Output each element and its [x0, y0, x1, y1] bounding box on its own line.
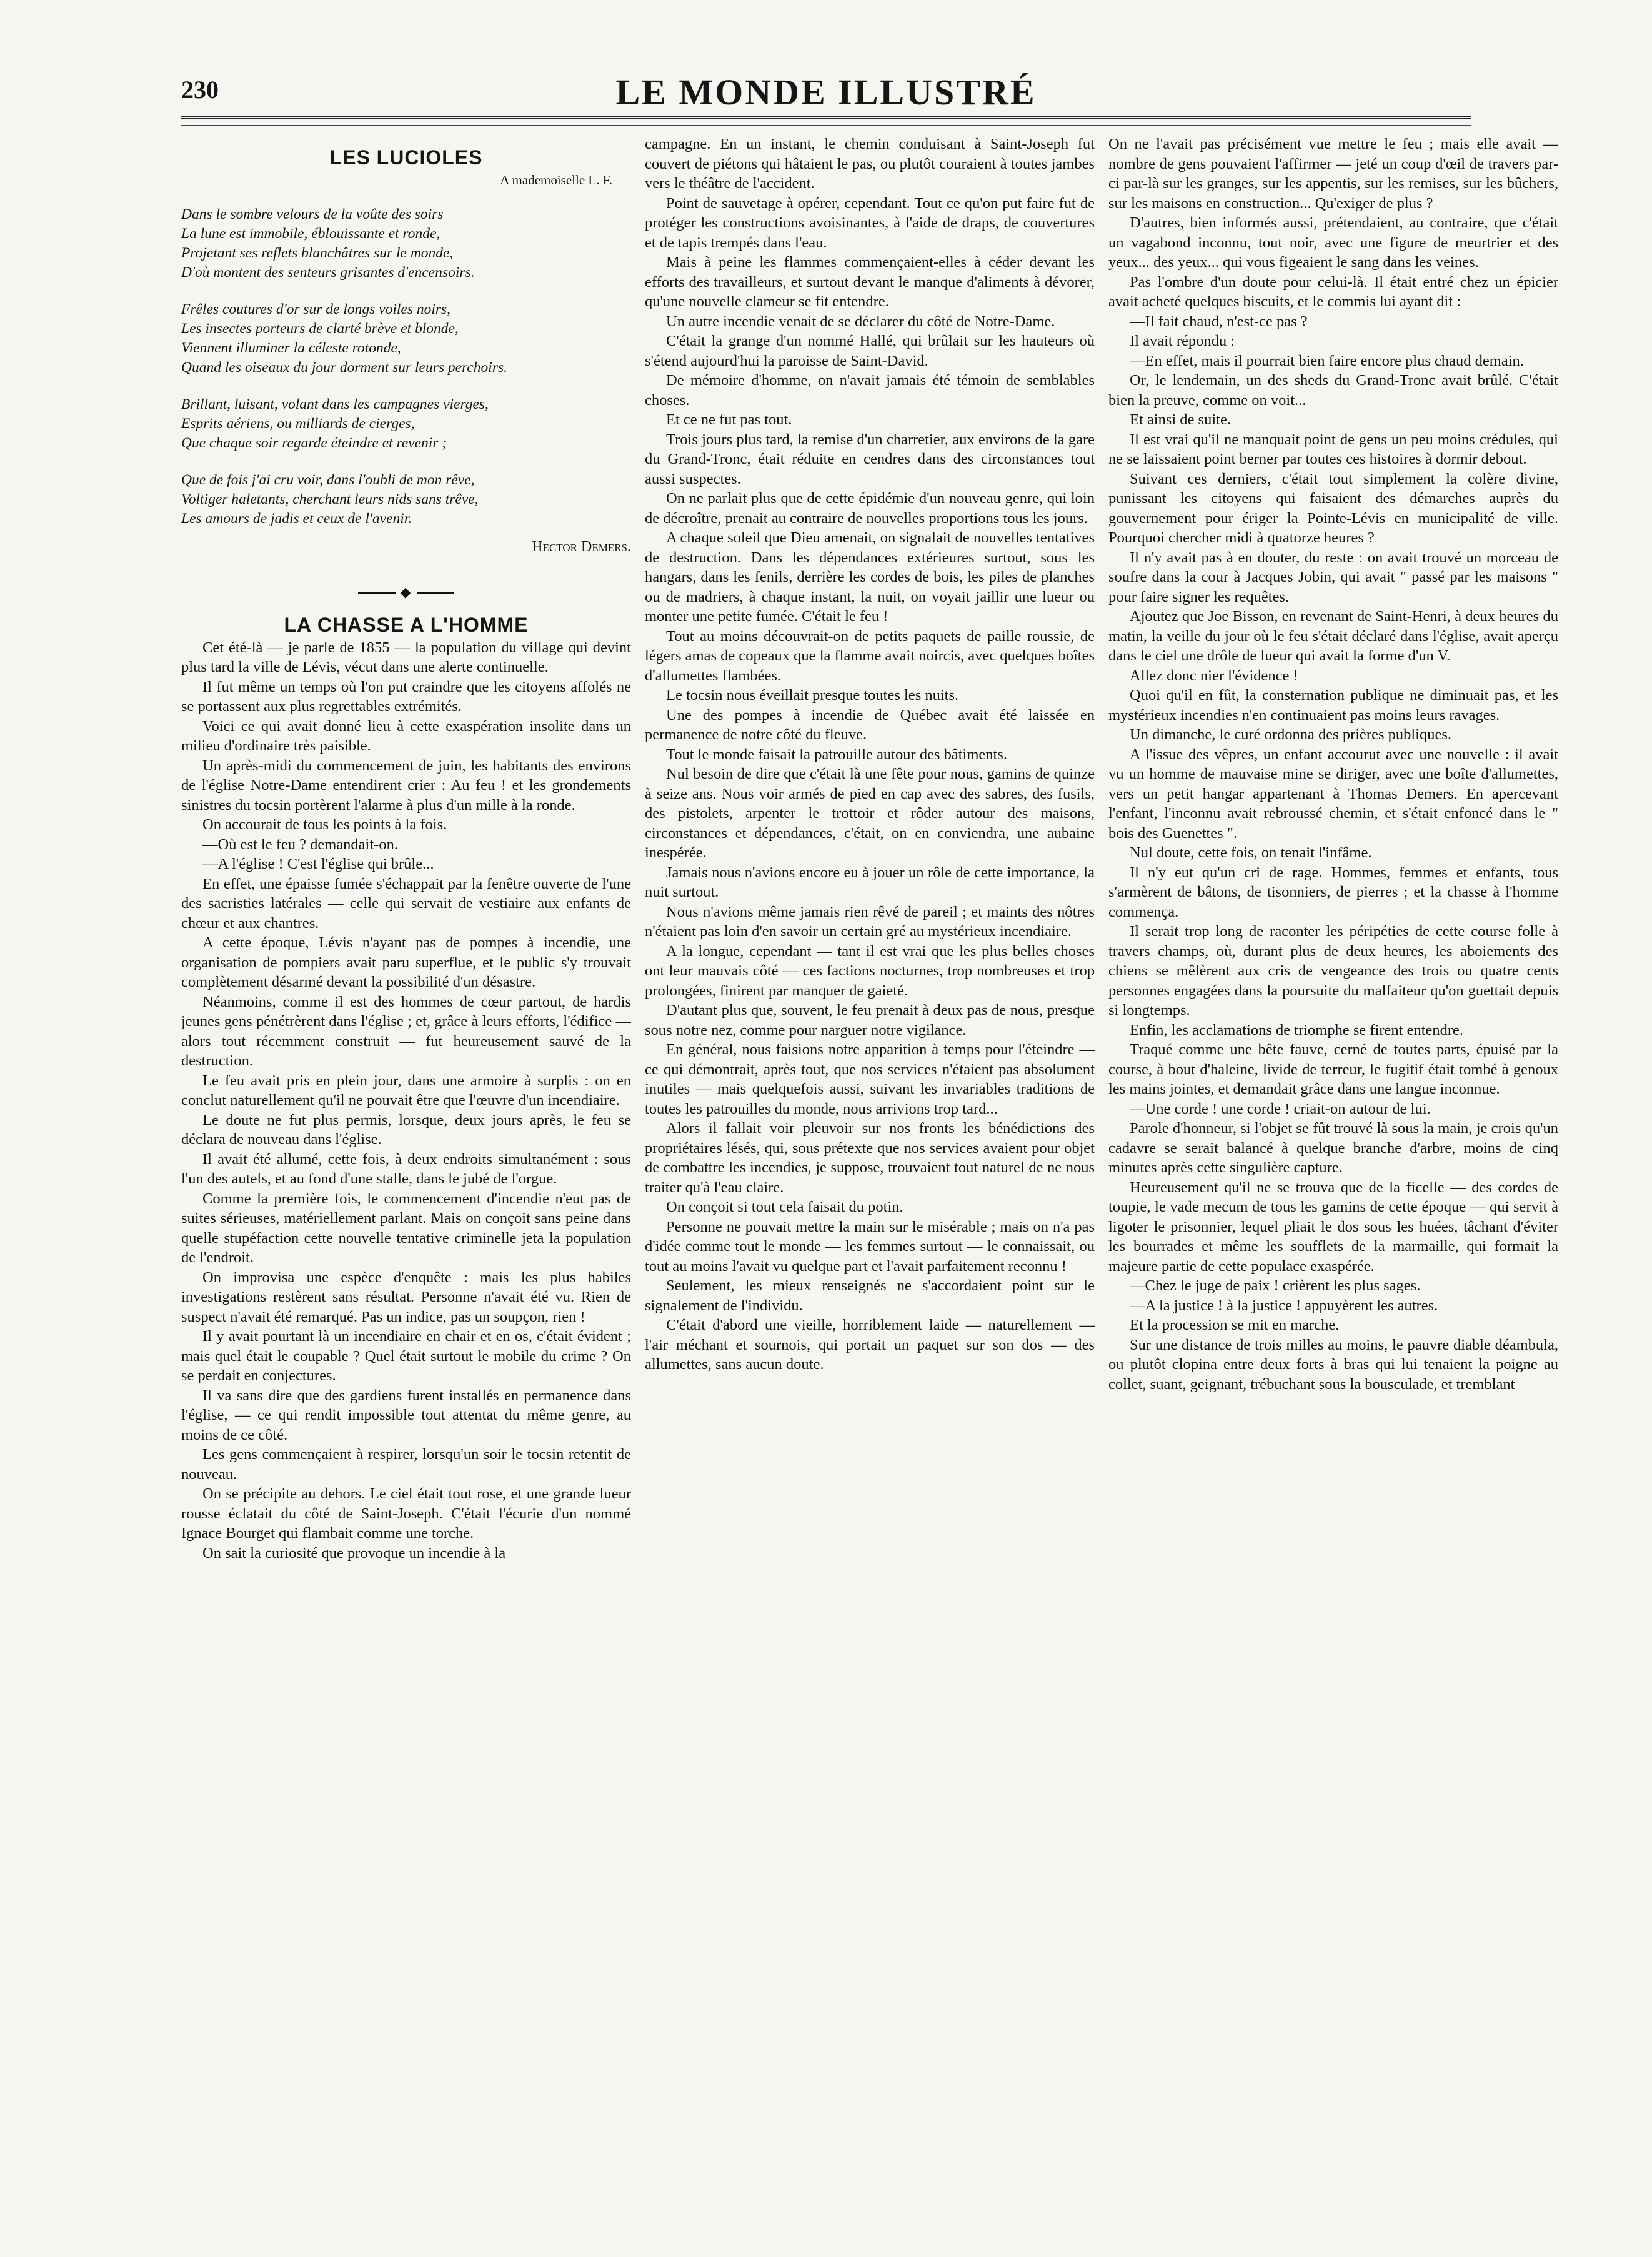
paragraph: De mémoire d'homme, on n'avait jamais été témoin de semblables choses. [645, 372, 1095, 409]
poem-title: LES LUCIOLES [329, 146, 483, 169]
paragraph: Le doute ne fut plus permis, lorsque, deux jours après, le feu se déclara de nouveau dans l'église. [181, 1111, 631, 1148]
paragraph: Parole d'honneur, si l'objet se fût trouvé là sous la main, je crois qu'un cadavre se serait balancé à quelque branche d'arbre, moins de cinq minutes après cette singulière capture. [1108, 1120, 1558, 1176]
poem-line: Que chaque soir regarde éteindre et revenir ; [181, 435, 447, 451]
paragraph: Et la procession se mit en marche. [1130, 1317, 1340, 1333]
paragraph: En effet, une épaisse fumée s'échappait par la fenêtre ouverte de l'une des sacristies latérales — celle qui servait de vestiaire aux enfants de chœur et aux chantres. [181, 875, 631, 932]
paragraph: —Une corde ! une corde ! criait-on autour de lui. [1130, 1100, 1431, 1117]
section-ornament: ◆ [181, 582, 631, 602]
paragraph: Point de sauvetage à opérer, cependant. Tout ce qu'on put faire fut de protéger les constructions avoisinantes, à l'aide de draps, de couvertures et de tapis trempés dans l'eau. [645, 194, 1095, 251]
paragraph: A la longue, cependant — tant il est vrai que les plus belles choses ont leur mauvais côté — ces factions nocturnes, trop nombreuses et trop prolongées, finirent par manquer de gaieté. [645, 942, 1095, 999]
poem-line: Les amours de jadis et ceux de l'avenir. [181, 511, 412, 527]
masthead-title: LE MONDE ILLUSTRÉ [615, 72, 1037, 112]
paragraph: A chaque soleil que Dieu amenait, on signalait de nouvelles tentatives de destruction. Dans les dépendances extérieures surtout, sous les hangars, dans les fenils, derrière les cordes de bois, les piles de planches ou de madriers, à chaque instant, la nuit, on voyait jaillir une lueur ou monter une petite fumée. C'était le feu ! [645, 529, 1095, 625]
paragraph: Sur une distance de trois milles au moins, le pauvre diable déambula, ou plutôt clopina entre deux forts à bras qui lui tenaient la poigne au collet, suant, geignant, trébuchant sous la bousculade, et tremblant [1108, 1336, 1558, 1393]
paragraph: Comme la première fois, le commencement d'incendie n'eut pas de suites sérieuses, matériellement parlant. Mais on conçoit sans peine dans quelle stupéfaction cette nouvelle tentative criminelle jeta la population de l'endroit. [181, 1190, 631, 1266]
paragraph: Jamais nous n'avions encore eu à jouer un rôle de cette importance, la nuit surtout. [645, 864, 1095, 900]
article-text-column-1 [181, 638, 631, 1563]
poem-stanza [181, 471, 631, 529]
paragraph: Seulement, les mieux renseignés ne s'accordaient point sur le signalement de l'individu. [645, 1277, 1095, 1314]
poem-line: La lune est immobile, éblouissante et ronde, [181, 226, 440, 242]
paragraph: Et ainsi de suite. [1130, 411, 1231, 428]
poem-line: Que de fois j'ai cru voir, dans l'oubli de mon rêve, [181, 472, 475, 488]
poem-line: Brillant, luisant, volant dans les campagnes vierges, [181, 396, 489, 412]
paragraph: C'était d'abord une vieille, horriblement laide — naturellement — l'air méchant et sournois, qui portait un paquet sur son dos — des allumettes, sans aucun doute. [645, 1317, 1095, 1373]
paragraph: Un autre incendie venait de se déclarer du côté de Notre-Dame. [666, 312, 1055, 330]
paragraph: D'autres, bien informés aussi, prétendaient, au contraire, que c'était un vagabond inconnu, tout noir, avec une figure de meurtrier et des yeux... des yeux... qui vous figeaient le sang dans les veines. [1108, 214, 1558, 271]
paragraph: Il n'y avait pas à en douter, du reste : on avait trouvé un morceau de soufre dans la cour à Jacques Jobin, qui avait " passé par les maisons " pour faire signer les requêtes. [1108, 549, 1558, 605]
paragraph: A l'issue des vêpres, un enfant accourut avec une nouvelle : il avait vu un homme de mauvaise mine se diriger, avec une boîte d'allumettes, vers un petit hangar appartenant à Thomas Demers. En apercevant l'enfant, l'inconnu avait rebroussé chemin, et s'était enfoncé dans le " bois des Guenettes ". [1108, 745, 1558, 842]
paragraph: Voici ce qui avait donné lieu à cette exaspération insolite dans un milieu d'ordinaire très paisible. [181, 717, 631, 754]
poem-stanza [181, 205, 631, 282]
header-rule [181, 116, 1471, 119]
article-text-column-3 [1108, 134, 1558, 1394]
poem-line: Voltiger haletants, cherchant leurs nids sans trêve, [181, 491, 479, 507]
paragraph: Une des pompes à incendie de Québec avait été laissée en permanence de notre côté du fleuve. [645, 706, 1095, 743]
poem-line: D'où montent des senteurs grisantes d'encensoirs. [181, 264, 475, 281]
paragraph: Or, le lendemain, un des sheds du Grand-Tronc avait brûlé. C'était bien la preuve, comme on voit... [1108, 372, 1558, 409]
paragraph: Trois jours plus tard, la remise d'un charretier, aux environs de la gare du Grand-Tronc, était réduite en cendres dans des circonstances tout aussi suspectes. [645, 431, 1095, 487]
column-2 [645, 134, 1095, 2031]
poem-author: Hector Demers. [532, 539, 631, 555]
column-3 [1108, 134, 1558, 2031]
paragraph: Et ce ne fut pas tout. [666, 411, 792, 428]
paragraph: Personne ne pouvait mettre la main sur le misérable ; mais on n'a pas d'idée comme tout le monde — les femmes surtout — le connaissait, ou tout au moins l'avait vu quelque part et l'avait parfaitement reconnu ! [645, 1218, 1095, 1275]
paragraph: Il serait trop long de raconter les péripéties de cette course folle à travers champs, où, durant plus de deux heures, les aboiements des chiens se mêlèrent aux cris de vengeance des trois ou quatre cents personnes engagées dans la poursuite du malfaiteur qu'on guettait depuis si longtemps. [1108, 923, 1558, 1019]
poem-line: Quand les oiseaux du jour dorment sur leurs perchoirs. [181, 359, 507, 376]
poem-line: Projetant ses reflets blanchâtres sur le monde, [181, 245, 454, 261]
paragraph: —Où est le feu ? demandait-on. [202, 835, 398, 853]
paragraph: Cet été-là — je parle de 1855 — la population du village qui devint plus tard la ville de Lévis, vécut dans une alerte continuelle. [181, 639, 631, 675]
paragraph: D'autant plus que, souvent, le feu prenait à deux pas de nous, presque sous notre nez, comme pour narguer notre vigilance. [645, 1002, 1095, 1039]
paragraph: Tout au moins découvrait-on de petits paquets de paille roussie, de légers amas de copeaux que la flamme avait noircis, avec quelques boîtes d'allumettes flambées. [645, 627, 1095, 684]
paragraph: On se précipite au dehors. Le ciel était tout rose, et une grande lueur rousse éclatait du côté de Saint-Joseph. C'était l'écurie d'un nommé Ignace Bourget qui flambait comme une torche. [181, 1485, 631, 1542]
paragraph: Nul besoin de dire que c'était là une fête pour nous, gamins de quinze à seize ans. Nous voir armés de pied en cap avec des sabres, des fusils, des pistolets, arpenter le trottoir et rôder autour des maisons, circonstances et dépendances, c'était, on en conviendra, une aubaine inespérée. [645, 765, 1095, 861]
paragraph: Néanmoins, comme il est des hommes de cœur partout, de hardis jeunes gens pénétrèrent dans l'église ; et, grâce à leurs efforts, l'édifice — alors tout récemment construit — fut heureusement sauvé de la destruction. [181, 993, 631, 1069]
poem-stanza [181, 395, 631, 453]
column-1 [181, 134, 631, 2031]
paragraph: Il va sans dire que des gardiens furent installés en permanence dans l'église, — ce qui rendit impossible tout attentat du même genre, au moins de ce côté. [181, 1387, 631, 1443]
poem-line: Viennent illuminer la céleste rotonde, [181, 340, 401, 356]
paragraph: C'était la grange d'un nommé Hallé, qui brûlait sur les hauteurs où s'étend aujourd'hui la paroisse de Saint-David. [645, 332, 1095, 369]
poem-line: Esprits aériens, ou milliards de cierges, [181, 416, 415, 432]
paragraph: Il n'y eut qu'un cri de rage. Hommes, femmes et enfants, tous s'armèrent de bâtons, de tisonniers, de pierres ; et la chasse à l'homme commença. [1108, 864, 1558, 920]
paragraph: campagne. En un instant, le chemin conduisant à Saint-Joseph fut couvert de piétons qui hâtaient le pas, ou plutôt couraient à toutes jambes vers le théâtre de l'accident. [645, 136, 1095, 192]
paragraph: —A la justice ! à la justice ! appuyèrent les autres. [1130, 1297, 1438, 1314]
paragraph: Nul doute, cette fois, on tenait l'infâme. [1130, 844, 1372, 861]
paragraph: Le tocsin nous éveillait presque toutes les nuits. [666, 687, 959, 704]
paragraph: On improvisa une espèce d'enquête : mais les plus habiles investigations restèrent sans résultat. Personne n'avait été vu. Rien de suspect n'avait été remarqué. Pas un indice, pas un soupçon, rien ! [181, 1268, 631, 1325]
paragraph: Il y avait pourtant là un incendiaire en chair et en os, c'était évident ; mais quel était le coupable ? Quel était surtout le mobile du crime ? On se perdait en conjectures. [181, 1328, 631, 1384]
article-title: LA CHASSE A L'HOMME [284, 614, 529, 636]
paragraph: Il avait répondu : [1130, 332, 1235, 349]
paragraph: On accourait de tous les points à la fois. [202, 816, 447, 833]
page-number: 230 [181, 76, 219, 104]
poem-stanza [181, 300, 631, 377]
paragraph: Un après-midi du commencement de juin, les habitants des environs de l'église Notre-Dame entendirent crier : Au feu ! et les grondements sinistres du tocsin portèrent l'alarme à plus d'un mille à la ronde. [181, 757, 631, 814]
paragraph: Un dimanche, le curé ordonna des prières publiques. [1130, 726, 1452, 743]
article-text-column-2 [645, 134, 1095, 1375]
paragraph: Pas l'ombre d'un doute pour celui-là. Il était entré chez un épicier avait acheté quelques biscuits, et le commis lui ayant dit : [1108, 273, 1558, 310]
paragraph: Suivant ces derniers, c'était tout simplement la colère divine, punissant les citoyens qui faisaient des démarches auprès du gouvernement pour ériger la Pointe-Lévis en municipalité de ville. Pourquoi chercher midi à quatorze heures ? [1108, 470, 1558, 546]
poem-line: Frêles coutures d'or sur de longs voiles noirs, [181, 301, 451, 317]
paragraph: Il fut même un temps où l'on put craindre que les citoyens affolés ne se portassent aux plus regrettables extrémités. [181, 678, 631, 715]
paragraph: Enfin, les acclamations de triomphe se firent entendre. [1130, 1021, 1464, 1039]
paragraph: En général, nous faisions notre apparition à temps pour l'éteindre — ce qui démontrait, après tout, que nos services n'étaient pas absolument inutiles — mais quelquefois aussi, suivant les invariables traditions de toutes les patrouilles du monde, nous arrivions trop tard... [645, 1041, 1095, 1117]
header-rule-thin [181, 125, 1471, 126]
paragraph: Mais à peine les flammes commençaient-elles à céder devant les efforts des travailleurs, et surtout devant le manque d'aliments à dévorer, qu'une nouvelle clameur se fit entendre. [645, 254, 1095, 310]
paragraph: On ne l'avait pas précisément vue mettre le feu ; mais elle avait — nombre de gens pouvaient l'affirmer — jeté un coup d'œil de travers par-ci par-là sur les granges, sur les appentis, sur les remises, sur les bûchers, sur les maisons en construction... Qu'exiger de plus ? [1108, 136, 1558, 212]
paragraph: —A l'église ! C'est l'église qui brûle... [202, 855, 434, 872]
paragraph: —En effet, mais il pourrait bien faire encore plus chaud demain. [1130, 352, 1524, 369]
paragraph: Quoi qu'il en fût, la consternation publique ne diminuait pas, et les mystérieux incendies n'en continuaient pas moins leurs ravages. [1108, 687, 1558, 724]
paragraph: A cette époque, Lévis n'ayant pas de pompes à incendie, une organisation de pompiers avait paru superflue, et le public s'y trouvait complètement désarmé devant la possibilité d'un désastre. [181, 934, 631, 990]
paragraph: On ne parlait plus que de cette épidémie d'un nouveau genre, qui loin de décroître, prenait au contraire de nouvelles proportions tous les jours. [645, 490, 1095, 527]
paragraph: —Il fait chaud, n'est-ce pas ? [1130, 312, 1308, 330]
paragraph: Heureusement qu'il ne se trouva que de la ficelle — des cordes de toupie, le vade mecum de tous les gamins de cette époque — qui servit à ligoter le prisonnier, lequel pliait le dos sous les huées, tâchant d'éviter les bourrades et même les soufflets de la marmaille, qui formait la majeure partie de cette populace exaspérée. [1108, 1178, 1558, 1275]
paragraph: On sait la curiosité que provoque un incendie à la [202, 1544, 506, 1562]
paragraph: Traqué comme une bête fauve, cerné de toutes parts, épuisé par la course, à bout d'haleine, livide de terreur, le fugitif était tombé à genoux les mains jointes, et demandait grâce dans une langue inconnue. [1108, 1041, 1558, 1097]
poem-line: Les insectes porteurs de clarté brève et blonde, [181, 321, 459, 337]
paragraph: Ajoutez que Joe Bisson, en revenant de Saint-Henri, à deux heures du matin, la veille du jour où le feu s'était déclaré dans l'église, avait aperçu dans le ciel une drôle de lueur qui avait la forme d'un V. [1108, 608, 1558, 664]
poem-line: Dans le sombre velours de la voûte des soirs [181, 206, 444, 222]
paragraph: Allez donc nier l'évidence ! [1130, 667, 1298, 684]
paragraph: Le feu avait pris en plein jour, dans une armoire à surplis : on en conclut naturellement qu'il ne pouvait être que l'œuvre d'un incendiaire. [181, 1072, 631, 1109]
paragraph: Il est vrai qu'il ne manquait point de gens un peu moins crédules, qui ne se laissaient point berner par toutes ces histoires à dormir debout. [1108, 431, 1558, 467]
paragraph: —Chez le juge de paix ! crièrent les plus sages. [1130, 1277, 1421, 1294]
paragraph: Il avait été allumé, cette fois, à deux endroits simultanément : sous l'un des autels, et au fond d'une stalle, dans le jubé de l'orgue. [181, 1150, 631, 1187]
paragraph: Tout le monde faisait la patrouille autour des bâtiments. [666, 745, 1007, 763]
paragraph: Nous n'avions même jamais rien rêvé de pareil ; et maints des nôtres n'étaient pas loin d'en savoir un certain gré au mystérieux incendiaire. [645, 903, 1095, 940]
paragraph: On conçoit si tout cela faisait du potin. [666, 1198, 903, 1215]
poem-dedication: A mademoiselle L. F. [500, 172, 612, 187]
paragraph: Les gens commençaient à respirer, lorsqu'un soir le tocsin retentit de nouveau. [181, 1446, 631, 1483]
paragraph: Alors il fallait voir pleuvoir sur nos fronts les bénédictions des propriétaires lésés, qui, sous prétexte que nos services avaient pour objet de combattre les incendies, je suppose, trouvaient tout naturel de ne nous traiter qu'à l'eau claire. [645, 1120, 1095, 1196]
